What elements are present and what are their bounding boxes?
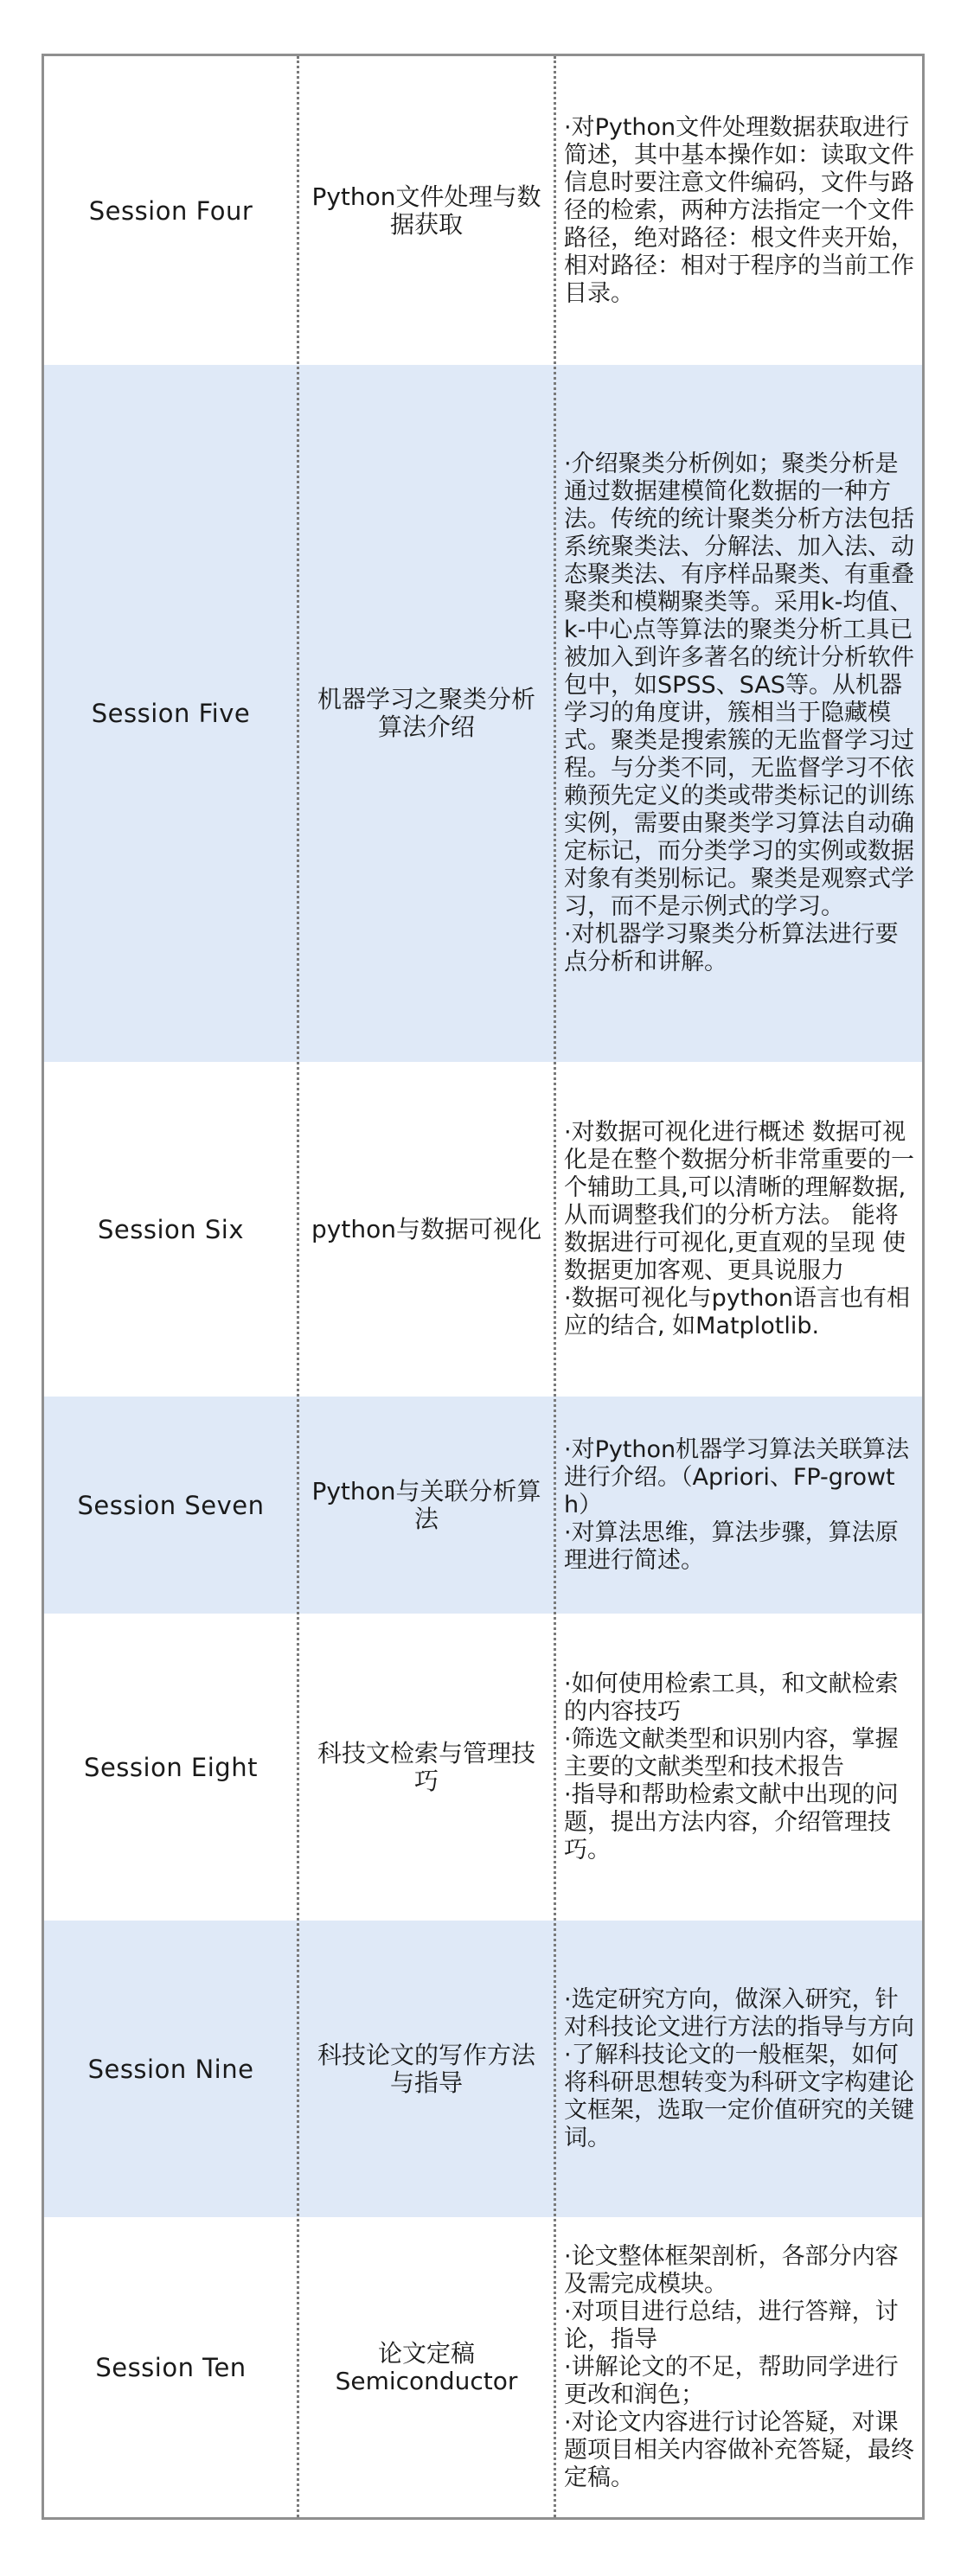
table-row [44, 365, 922, 1062]
topic-label: 机器学习之聚类分析算法介绍 [317, 685, 535, 741]
session-label: Session Nine [87, 2054, 254, 2084]
session-label: Session Six [98, 1214, 244, 1244]
detail-line: ·对机器学习聚类分析算法进行要点分析和讲解。 [564, 921, 899, 975]
session-cell [44, 1062, 298, 1397]
topic-label: 论文定稿 Semiconductor [335, 2338, 518, 2395]
session-cell [44, 56, 298, 365]
detail-line: ·数据可视化与python语言也有相应的结合, 如Matplotlib. [564, 1284, 911, 1339]
details-cell [555, 1062, 926, 1397]
topic-cell [298, 1062, 555, 1397]
topic-cell [298, 365, 555, 1062]
detail-line: ·介绍聚类分析例如；聚类分析是通过数据建模简化数据的一种方法。传统的统计聚类分析方法包括系统聚类法、分解法、加入法、动态聚类法、有序样品聚类、有重叠聚类和模糊聚类等。采用k-均值、k-中心点等算法的聚类分析工具已被加入到许多著名的统计分析软件包中，如SPSS、SAS等。从机器学习的角度讲，簇相当于隐藏模式。聚类是搜索簇的无监督学习过程。与分类不同，无监督学习不依赖预先定义的类或带类标记的训练实例，需要由聚类学习算法自动确定标记，而分类学习的实例或数据对象有类别标记。聚类是观察式学习，而不是示例式的学习。 [564, 451, 914, 920]
detail-line: ·对项目进行总结，进行答辩，讨论，指导 [564, 2298, 899, 2353]
column-divider [297, 56, 299, 2517]
details-cell [555, 56, 926, 365]
topic-label: 科技论文的写作方法与指导 [317, 2040, 535, 2097]
details-cell [555, 1397, 926, 1614]
detail-line: ·对数据可视化进行概述 数据可视化是在整个数据分析非常重要的一个辅助工具,可以清晰的理解数据,从而调整我们的分析方法。 能将数据进行可视化,更直观的呈现 使数据更加客观、更具说服力 [564, 1118, 914, 1284]
session-cell [44, 2217, 298, 2517]
detail-line: ·筛选文献类型和识别内容，掌握主要的文献类型和技术报告 [564, 1725, 899, 1780]
topic-cell [298, 56, 555, 365]
detail-line: ·如何使用检索工具，和文献检索的内容技巧 [564, 1670, 899, 1725]
table-row [44, 1614, 922, 1921]
details-cell [555, 2217, 926, 2517]
detail-line: ·对论文内容进行讨论答疑，对课题项目相关内容做补充答疑，最终定稿。 [564, 2408, 914, 2491]
details-cell [555, 365, 926, 1062]
session-cell [44, 1397, 298, 1614]
session-label: Session Four [88, 195, 253, 226]
column-divider [554, 56, 556, 2517]
table-row [44, 1062, 922, 1397]
topic-label: Python文件处理与数据获取 [311, 182, 541, 239]
details-cell [555, 1921, 926, 2217]
topic-label: 科技文检索与管理技巧 [317, 1738, 535, 1795]
detail-line: ·对Python文件处理数据获取进行简述，其中基本操作如：读取文件信息时要注意文件编码，文件与路径的检索，两种方法指定一个文件路径，绝对路径：根文件夹开始，相对路径：相对于程序的当前工作目录。 [564, 113, 914, 307]
session-cell [44, 1921, 298, 2217]
topic-cell [298, 2217, 555, 2517]
detail-line: ·对Python机器学习算法关联算法进行介绍。（Apriori、FP-growth） [564, 1435, 910, 1518]
detail-line: ·了解科技论文的一般框架，如何将科研思想转变为科研文字构建论文框架，选取一定价值研究的关键词。 [564, 2041, 914, 2151]
detail-line: ·指导和帮助检索文献中出现的问题，提出方法内容，介绍管理技巧。 [564, 1780, 899, 1863]
topic-cell [298, 1397, 555, 1614]
course-schedule-table [42, 54, 925, 2520]
table-row [44, 1397, 922, 1614]
details-cell [555, 1614, 926, 1921]
detail-line: ·对算法思维，算法步骤，算法原理进行简述。 [564, 1518, 899, 1574]
table-row [44, 2217, 922, 2517]
topic-label: Python与关联分析算法 [311, 1476, 541, 1533]
session-label: Session Five [91, 699, 251, 728]
topic-cell [298, 1614, 555, 1921]
session-label: Session Eight [84, 1752, 258, 1782]
detail-line: ·论文整体框架剖析，各部分内容及需完成模块。 [564, 2242, 899, 2298]
session-cell [44, 1614, 298, 1921]
session-label: Session Seven [77, 1490, 265, 1520]
detail-line: ·讲解论文的不足，帮助同学进行更改和润色； [564, 2353, 899, 2408]
topic-cell [298, 1921, 555, 2217]
detail-line: ·选定研究方向，做深入研究，针对科技论文进行方法的指导与方向 [564, 1985, 914, 2041]
topic-label: python与数据可视化 [311, 1214, 541, 1243]
table-row [44, 56, 922, 365]
session-cell [44, 365, 298, 1062]
table-row [44, 1921, 922, 2217]
session-label: Session Ten [95, 2352, 247, 2382]
